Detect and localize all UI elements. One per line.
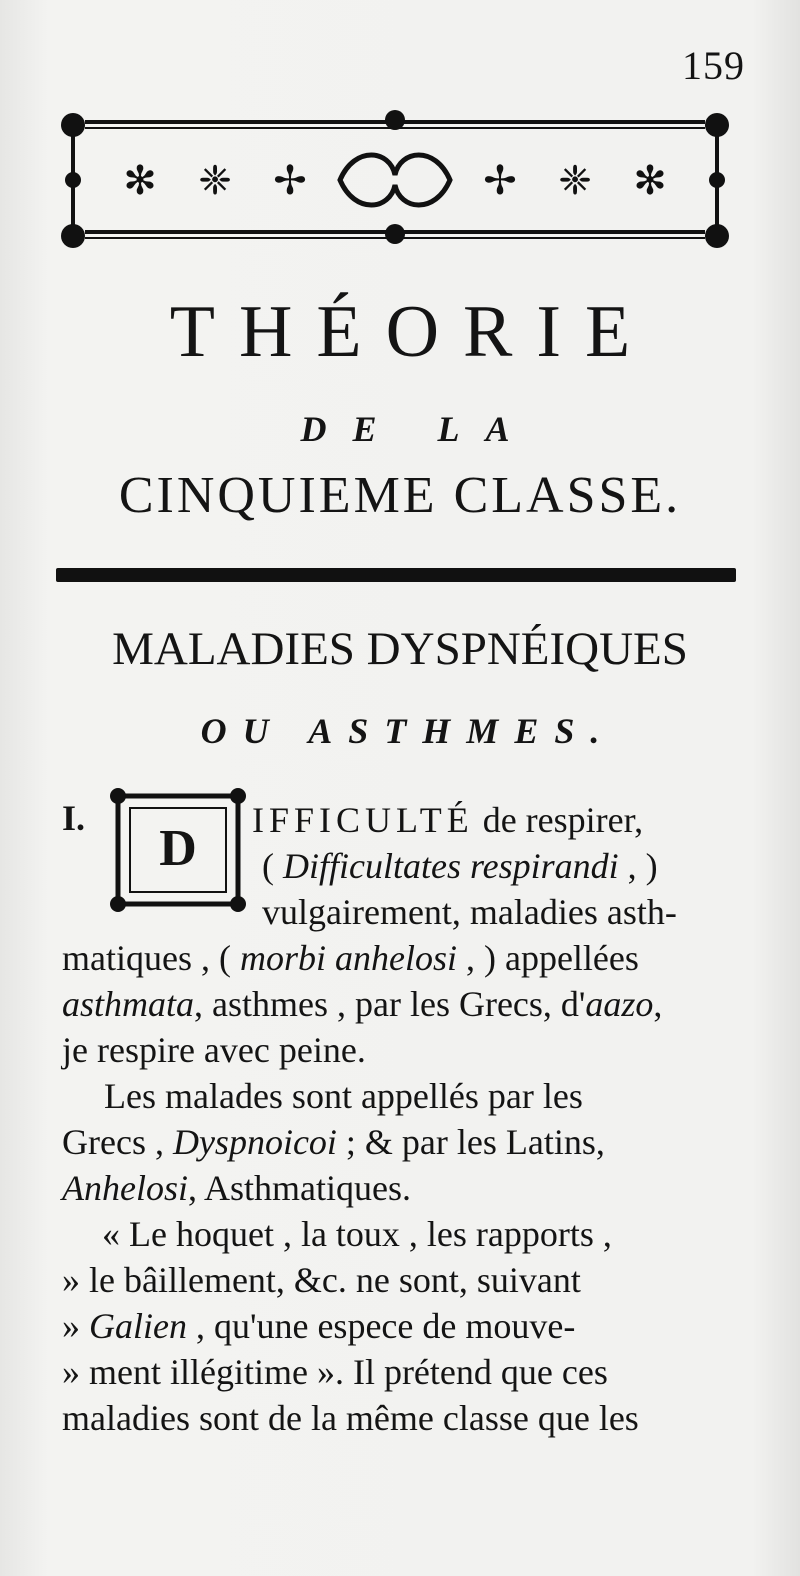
text-line-14: maladies sont de la même classe que les — [62, 1398, 639, 1438]
svg-text:❈: ❈ — [558, 158, 592, 204]
section-title: MALADIES DYSPNÉIQUES — [112, 623, 688, 675]
svg-text:✢: ✢ — [483, 158, 517, 204]
title-main: CINQUIEME CLASSE. — [118, 467, 682, 524]
paragraph-number: I. — [62, 798, 86, 838]
text-line-7: Les malades sont appellés par les — [104, 1076, 583, 1116]
drop-cap-letter: D — [159, 820, 197, 878]
svg-text:✻: ✻ — [633, 158, 667, 204]
text-line-4: matiques , ( morbi anhelosi , ) appellées — [62, 938, 639, 978]
text-line-1: IFFICULTÉ de respirer, — [252, 800, 644, 840]
horizontal-rule — [56, 568, 736, 582]
svg-text:✻: ✻ — [123, 158, 157, 204]
title-connector: DE LA — [300, 409, 536, 449]
text-line-2: ( Difficultates respirandi , ) — [262, 846, 658, 886]
text-line-8: Grecs , Dyspnoicoi ; & par les Latins, — [62, 1122, 605, 1162]
ornamental-headpiece — [55, 100, 735, 260]
text-line-11: » le bâillement, &c. ne sont, suivant — [62, 1260, 581, 1300]
text-line-3: vulgairement, maladies asth- — [262, 892, 677, 932]
section-subtitle: OU ASTHMES. — [200, 711, 616, 751]
text-line-10: « Le hoquet , la toux , les rapports , — [102, 1214, 612, 1254]
svg-text:❈: ❈ — [198, 158, 232, 204]
text-line-9: Anhelosi, Asthmatiques. — [62, 1168, 411, 1208]
svg-text:✢: ✢ — [273, 158, 307, 204]
page-number: 159 — [682, 43, 745, 88]
text-line-5: asthmata, asthmes , par les Grecs, d'aazo, — [62, 984, 663, 1024]
page-title: THÉORIE — [169, 291, 655, 373]
text-line-12: » Galien , qu'une espece de mouve- — [62, 1306, 576, 1346]
text-line-6: je respire avec peine. — [62, 1030, 366, 1070]
text-line-13: » ment illégitime ». Il prétend que ces — [62, 1352, 608, 1392]
